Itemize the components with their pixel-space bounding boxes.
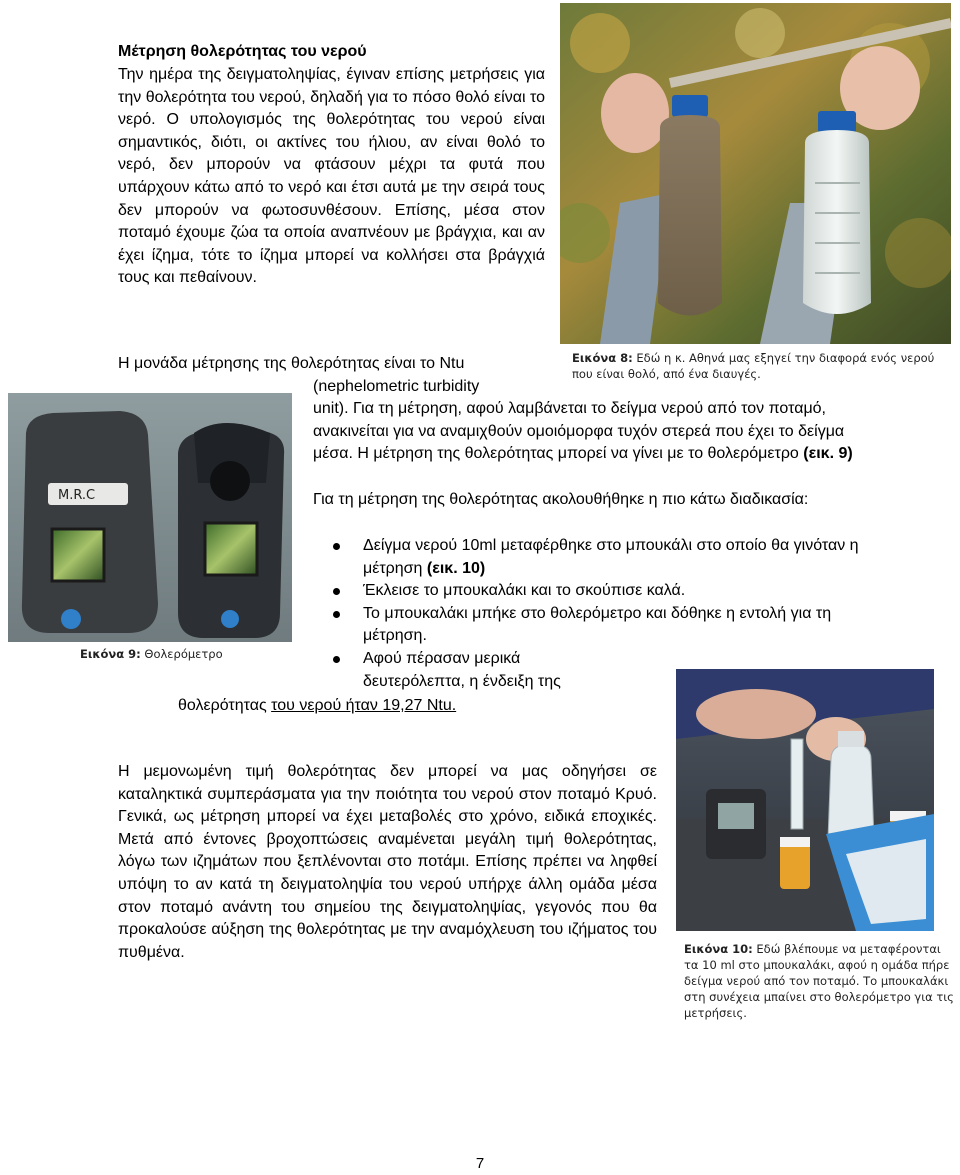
figure-9-caption-text: Θολερόμετρο bbox=[144, 647, 223, 661]
figure-8-caption bbox=[572, 350, 950, 382]
figure-8-caption-text: Εδώ η κ. Αθηνά μας εξηγεί την διαφορά ενός νερού που είναι θολό, από ένα διαυγές. bbox=[572, 351, 935, 381]
procedure-step bbox=[325, 580, 865, 603]
unit-text: unit). Για τη μέτρηση, αφού λαμβάνεται το δείγμα νερού από τον ποταμό, ανακινείται για να αναμιχθούν ομοιόμορφα τυχόν στερεά που έχει το δείγμα μέσα. Η μέτρηση της θολερότητας μπορεί να γίνει με το θολερόμετρο bbox=[313, 400, 845, 463]
result-line bbox=[178, 695, 538, 718]
figure-10-caption bbox=[684, 941, 954, 1021]
figure-10-label: Εικόνα 10: bbox=[684, 942, 753, 956]
figure-9-photo bbox=[8, 393, 292, 642]
procedure-step bbox=[325, 535, 865, 580]
step-text: Δείγμα νερού 10ml μεταφέρθηκε στο μπουκάλι στο οποίο θα γινόταν η μέτρηση bbox=[363, 537, 859, 577]
device-tag: M.R.C bbox=[58, 488, 96, 503]
figure-8-label: Εικόνα 8: bbox=[572, 351, 633, 365]
figure-10-photo bbox=[676, 669, 934, 931]
figure-10-caption-text: Εδώ βλέπουμε να μεταφέρονται τα 10 ml στο μπουκαλάκι, αφού η ομάδα πήρε δείγμα νερού από τον ποταμό. Το μπουκαλάκι στη συνέχεια μπαίνει στο θολερόμετρο για τις μετρήσεις. bbox=[684, 942, 954, 1020]
procedure-step bbox=[325, 648, 623, 693]
figure-9-label: Εικόνα 9: bbox=[80, 647, 141, 661]
step-text: Έκλεισε το μπουκαλάκι και το σκούπισε καλά. bbox=[363, 582, 686, 600]
step-ref: (εικ. 10) bbox=[426, 559, 486, 577]
step-text: Αφού πέρασαν μερικά δευτερόλεπτα, η ένδειξη της bbox=[363, 649, 561, 690]
procedure-intro: Για τη μέτρηση της θολερότητας ακολουθήθηκε η πιο κάτω διαδικασία: bbox=[313, 491, 809, 508]
conclusion-paragraph: Η μεμονωμένη τιμή θολερότητας δεν μπορεί να μας οδηγήσει σε καταληκτικά συμπεράσματα για την ποιότητα του νερού στον ποταμό Κρυό. Γενικά, ως μέτρηση μπορεί να έχει μεταβολές στο χρόνο, ειδικά εποχικές. Μετά από έντονες βροχοπτώσεις αναμένεται μεγάλη τιμή θολερότητας, λόγω των ιζημάτων που ξεπλένονται στο ποτάμι. Επίσης πρέπει να ληφθεί υπόψη το αν κατά τη δειγματοληψία του νερού υπήρχε άλλη ομάδα μέσα στον ποταμό ανάντη του σημείου της δειγματοληψίας, γεγονός που θα προκαλούσε αύξηση της θολερότητας με την αναμόχλευση του ιζήματος του πυθμένα. bbox=[118, 763, 657, 961]
result-plain: θολερότητας bbox=[178, 697, 272, 714]
unit-paragraph bbox=[313, 398, 879, 466]
procedure-step bbox=[325, 603, 865, 648]
unit-line-1: Η μονάδα μέτρησης της θολερότητας είναι το Ntu bbox=[118, 355, 465, 372]
section-heading: Μέτρηση θολερότητας του νερού bbox=[118, 43, 367, 60]
figure-9-caption bbox=[80, 646, 300, 662]
figure-8-photo bbox=[560, 3, 951, 344]
unit-ref: (εικ. 9) bbox=[803, 445, 853, 463]
page-number: 7 bbox=[475, 1155, 485, 1172]
step-text: Το μπουκαλάκι μπήκε στο θολερόμετρο και δόθηκε η εντολή για τη μέτρηση. bbox=[363, 604, 832, 645]
result-value: του νερού ήταν 19,27 Ntu. bbox=[271, 697, 457, 714]
intro-paragraph: Την ημέρα της δειγματοληψίας, έγιναν επίσης μετρήσεις για την θολερότητα του νερού, δηλαδή για το πόσο θολό είναι το νερό. Ο υπολογισμός της θολερότητας του νερού είναι σημαντικός, διότι, οι ακτίνες του ήλιου, αν είναι θολό το νερό, δεν μπορούν να φτάσουν μέχρι τα φυτά που υπάρχουν κάτω από το νερό και έτσι αυτά με την σειρά τους δεν μπορούν να φωτοσυνθέσουν. Επίσης, μέσα στον ποταμό έχουμε ζώα τα οποία αναπνέουν με βράγχια, και αν έχει ίζημα, τότε το ίζημα μπορεί να κολλήσει στα βράγχιά τους και πεθαίνουν. bbox=[118, 66, 545, 287]
unit-line-2: (nephelometric turbidity bbox=[313, 378, 480, 395]
